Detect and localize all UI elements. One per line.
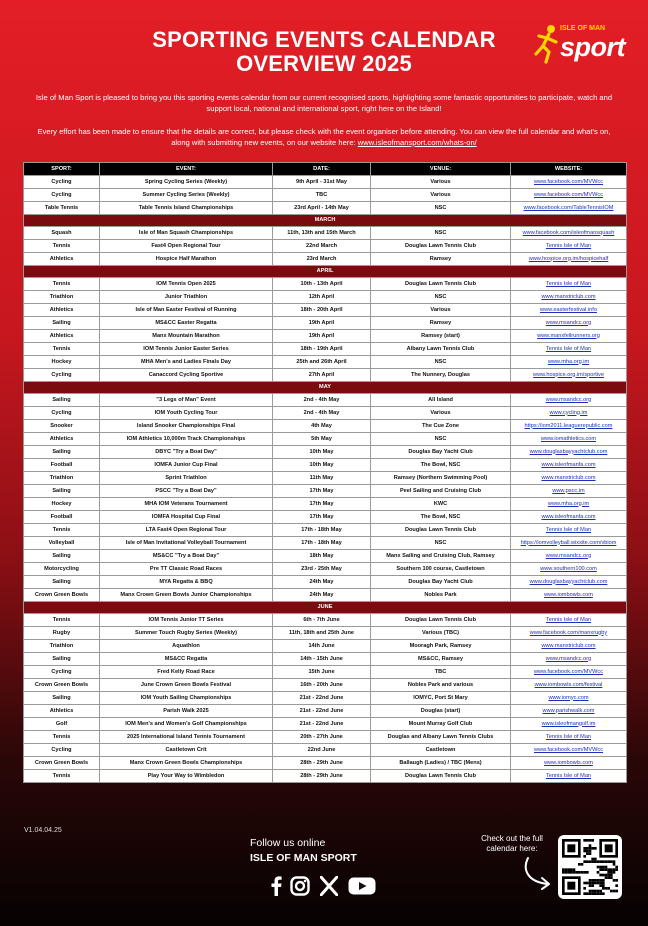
date-cell: 17th May bbox=[273, 498, 371, 511]
event-cell: PSCC "Try a Boat Day" bbox=[100, 485, 273, 498]
sport-cell: Crown Green Bowls bbox=[24, 679, 100, 692]
venue-cell: Peel Sailing and Cruising Club bbox=[371, 485, 511, 498]
event-cell: Isle of Man Squash Championships bbox=[100, 227, 273, 240]
venue-cell: Various bbox=[371, 304, 511, 317]
logo-word: sport bbox=[560, 32, 625, 62]
website-cell[interactable]: www.iombowls.com bbox=[511, 757, 627, 770]
website-cell[interactable]: www.hospice.org.im/sportive bbox=[511, 369, 627, 382]
website-cell[interactable]: www.msandcc.org bbox=[511, 394, 627, 407]
month-label: JUNE bbox=[24, 602, 627, 614]
venue-cell: Douglas Lawn Tennis Club bbox=[371, 278, 511, 291]
isle-of-man-sport-logo[interactable] bbox=[534, 22, 634, 70]
intro-text: Every effort has been made to ensure that the details are correct, but please check with the event organiser before attending. You can view the full calendar and what's on, along with submitting new events, on our website here: bbox=[37, 127, 611, 147]
date-cell: 12th April bbox=[273, 291, 371, 304]
event-cell: MYA Regatta & BBQ bbox=[100, 576, 273, 589]
youtube-icon[interactable] bbox=[348, 876, 376, 896]
event-cell: DBYC "Try a Boat Day" bbox=[100, 446, 273, 459]
table-row bbox=[24, 679, 627, 692]
sport-cell: Cycling bbox=[24, 666, 100, 679]
events-table bbox=[23, 162, 627, 783]
table-row bbox=[24, 485, 627, 498]
table-row bbox=[24, 731, 627, 744]
table-row bbox=[24, 420, 627, 433]
event-cell: Play Your Way to Wimbledon bbox=[100, 770, 273, 783]
table-row bbox=[24, 614, 627, 627]
event-cell: MS&CC "Try a Boat Day" bbox=[100, 550, 273, 563]
table-row bbox=[24, 589, 627, 602]
venue-cell: Douglas Bay Yacht Club bbox=[371, 446, 511, 459]
website-cell[interactable]: www.mha.org.im bbox=[511, 498, 627, 511]
venue-cell: Douglas Lawn Tennis Club bbox=[371, 524, 511, 537]
event-cell: Isle of Man Invitational Volleyball Tournament bbox=[100, 537, 273, 550]
website-cell[interactable]: www.manxfellrunners.org bbox=[511, 330, 627, 343]
website-cell[interactable]: www.msandcc.org bbox=[511, 317, 627, 330]
website-cell[interactable]: www.isleofmangolf.im bbox=[511, 718, 627, 731]
sport-cell: Hockey bbox=[24, 356, 100, 369]
date-cell: 10th - 13th April bbox=[273, 278, 371, 291]
date-cell: 14th June bbox=[273, 640, 371, 653]
website-cell[interactable]: Tennis Isle of Man bbox=[511, 614, 627, 627]
venue-cell: Mooragh Park, Ramsey bbox=[371, 640, 511, 653]
follow-brand: ISLE OF MAN SPORT bbox=[250, 852, 357, 864]
venue-cell: The Nunnery, Douglas bbox=[371, 369, 511, 382]
sport-cell: Cycling bbox=[24, 407, 100, 420]
venue-cell: NSC bbox=[371, 202, 511, 215]
title-line-2: OVERVIEW 2025 bbox=[236, 51, 412, 76]
table-row bbox=[24, 433, 627, 446]
venue-cell: NSC bbox=[371, 227, 511, 240]
website-cell[interactable]: www.iomathletics.com bbox=[511, 433, 627, 446]
sport-cell: Tennis bbox=[24, 731, 100, 744]
date-cell: 14th - 15th June bbox=[273, 653, 371, 666]
website-cell[interactable]: https://iomvolleyball.wixsite.com/vbiom bbox=[511, 537, 627, 550]
event-cell: Manx Crown Green Bowls Championships bbox=[100, 757, 273, 770]
table-row bbox=[24, 240, 627, 253]
date-cell: 11th, 18th and 25th June bbox=[273, 627, 371, 640]
date-cell: 10th May bbox=[273, 446, 371, 459]
whats-on-link[interactable]: www.isleofmansport.com/whats-on/ bbox=[357, 138, 477, 147]
month-label: MAY bbox=[24, 382, 627, 394]
venue-cell: NSC bbox=[371, 356, 511, 369]
sport-cell: Triathlon bbox=[24, 291, 100, 304]
website-cell[interactable]: www.cycling.im bbox=[511, 407, 627, 420]
sport-cell: Sailing bbox=[24, 692, 100, 705]
title-line-1: SPORTING EVENTS CALENDAR bbox=[152, 27, 496, 52]
date-cell: 23rd March bbox=[273, 253, 371, 266]
website-cell[interactable]: Tennis Isle of Man bbox=[511, 240, 627, 253]
date-cell: 23rd - 25th May bbox=[273, 563, 371, 576]
sport-cell: Cycling bbox=[24, 369, 100, 382]
date-cell: 16th - 20th June bbox=[273, 679, 371, 692]
website-cell[interactable]: Tennis Isle of Man bbox=[511, 770, 627, 783]
venue-cell: KWC bbox=[371, 498, 511, 511]
sport-cell: Crown Green Bowls bbox=[24, 589, 100, 602]
event-cell: Fred Kelly Road Race bbox=[100, 666, 273, 679]
follow-block bbox=[250, 836, 400, 866]
event-cell: Spring Cycling Series (Weekly) bbox=[100, 176, 273, 189]
sport-cell: Tennis bbox=[24, 614, 100, 627]
website-cell[interactable]: www.iomyc.com bbox=[511, 692, 627, 705]
sport-cell: Hockey bbox=[24, 498, 100, 511]
qr-code-graphic bbox=[562, 839, 618, 895]
header-date: DATE: bbox=[273, 163, 371, 176]
sport-cell: Tennis bbox=[24, 524, 100, 537]
date-cell: 21st - 22nd June bbox=[273, 705, 371, 718]
sport-cell: Sailing bbox=[24, 317, 100, 330]
sport-cell: Athletics bbox=[24, 433, 100, 446]
venue-cell: Nobles Park bbox=[371, 589, 511, 602]
venue-cell: Various bbox=[371, 176, 511, 189]
table-row bbox=[24, 394, 627, 407]
table-row bbox=[24, 317, 627, 330]
date-cell: 21st - 22nd June bbox=[273, 718, 371, 731]
date-cell: 28th - 29th June bbox=[273, 757, 371, 770]
sport-cell: Cycling bbox=[24, 189, 100, 202]
venue-cell: NSC bbox=[371, 291, 511, 304]
x-icon[interactable] bbox=[320, 876, 338, 896]
venue-cell: Douglas and Albany Lawn Tennis Clubs bbox=[371, 731, 511, 744]
sport-cell: Football bbox=[24, 511, 100, 524]
sport-cell: Snooker bbox=[24, 420, 100, 433]
date-cell: 17th May bbox=[273, 485, 371, 498]
date-cell: 17th - 18th May bbox=[273, 537, 371, 550]
date-cell: 11th, 13th and 15th March bbox=[273, 227, 371, 240]
table-row bbox=[24, 511, 627, 524]
website-cell[interactable]: www.iombowls.com bbox=[511, 589, 627, 602]
date-cell: 18th May bbox=[273, 550, 371, 563]
venue-cell: The Cue Zone bbox=[371, 420, 511, 433]
venue-cell: Douglas (start) bbox=[371, 705, 511, 718]
venue-cell: IOMYC, Port St Mary bbox=[371, 692, 511, 705]
website-cell[interactable]: www.pscc.im bbox=[511, 485, 627, 498]
month-row bbox=[24, 602, 627, 614]
sport-cell: Sailing bbox=[24, 550, 100, 563]
event-cell: Junior Triathlon bbox=[100, 291, 273, 304]
website-cell[interactable]: www.facebook.com/MVWcc bbox=[511, 666, 627, 679]
event-cell: IOMFA Junior Cup Final bbox=[100, 459, 273, 472]
venue-cell: Ramsey bbox=[371, 317, 511, 330]
date-cell: 23rd April - 14th May bbox=[273, 202, 371, 215]
sport-cell: Athletics bbox=[24, 304, 100, 317]
event-cell: Hospice Half Marathon bbox=[100, 253, 273, 266]
website-cell[interactable]: https://iom2011.leaguerepublic.com bbox=[511, 420, 627, 433]
date-cell: 15th June bbox=[273, 666, 371, 679]
website-cell[interactable]: www.southern100.com bbox=[511, 563, 627, 576]
website-cell[interactable]: www.manxtriclub.com bbox=[511, 472, 627, 485]
date-cell: 11th May bbox=[273, 472, 371, 485]
venue-cell: Ramsey (Northern Swimming Pool) bbox=[371, 472, 511, 485]
sport-cell: Golf bbox=[24, 718, 100, 731]
header-sport: SPORT: bbox=[24, 163, 100, 176]
sport-cell: Sailing bbox=[24, 576, 100, 589]
event-cell: Summer Touch Rugby Series (Weekly) bbox=[100, 627, 273, 640]
date-cell: 25th and 26th April bbox=[273, 356, 371, 369]
event-cell: Aquathlon bbox=[100, 640, 273, 653]
venue-cell: Ballaugh (Ladies) / TBC (Mens) bbox=[371, 757, 511, 770]
table-row bbox=[24, 459, 627, 472]
date-cell: 10th May bbox=[273, 459, 371, 472]
event-cell: MHA Men's and Ladies Finals Day bbox=[100, 356, 273, 369]
table-row bbox=[24, 330, 627, 343]
table-row bbox=[24, 576, 627, 589]
table-row bbox=[24, 757, 627, 770]
website-cell[interactable]: www.manxtriclub.com bbox=[511, 291, 627, 304]
event-cell: Isle of Man Easter Festival of Running bbox=[100, 304, 273, 317]
table-row bbox=[24, 343, 627, 356]
table-row bbox=[24, 202, 627, 215]
table-row bbox=[24, 653, 627, 666]
sport-cell: Cycling bbox=[24, 176, 100, 189]
table-row bbox=[24, 304, 627, 317]
table-row bbox=[24, 640, 627, 653]
website-cell[interactable]: www.facebook.com/MVWcc bbox=[511, 189, 627, 202]
sport-cell: Athletics bbox=[24, 330, 100, 343]
website-cell[interactable]: www.facebook.com/manxrugby bbox=[511, 627, 627, 640]
sport-cell: Tennis bbox=[24, 240, 100, 253]
sport-cell: Triathlon bbox=[24, 472, 100, 485]
website-cell[interactable]: www.facebook.com/isleofmansquash bbox=[511, 227, 627, 240]
logo-tag: ISLE OF MAN bbox=[560, 25, 606, 32]
venue-cell: Manx Sailing and Cruising Club, Ramsey bbox=[371, 550, 511, 563]
venue-cell: Southern 100 course, Castletown bbox=[371, 563, 511, 576]
event-cell: 2025 International Island Tennis Tournament bbox=[100, 731, 273, 744]
venue-cell: NSC bbox=[371, 433, 511, 446]
sport-cell: Motorcycling bbox=[24, 563, 100, 576]
version-label: V1.04.04.25 bbox=[24, 827, 62, 834]
table-row bbox=[24, 278, 627, 291]
table-row bbox=[24, 407, 627, 420]
header-event: EVENT: bbox=[100, 163, 273, 176]
event-cell: MHA IOM Veterans Tournament bbox=[100, 498, 273, 511]
social-icons bbox=[268, 876, 388, 896]
event-cell: LTA Fast4 Open Regional Tour bbox=[100, 524, 273, 537]
venue-cell: NSC bbox=[371, 537, 511, 550]
table-row bbox=[24, 744, 627, 757]
event-cell: Sprint Triathlon bbox=[100, 472, 273, 485]
date-cell: 18th - 20th April bbox=[273, 304, 371, 317]
venue-cell: Various bbox=[371, 189, 511, 202]
sport-cell: Crown Green Bowls bbox=[24, 757, 100, 770]
sport-cell: Squash bbox=[24, 227, 100, 240]
venue-cell: TBC bbox=[371, 666, 511, 679]
sport-cell: Cycling bbox=[24, 744, 100, 757]
event-cell: June Crown Green Bowls Festival bbox=[100, 679, 273, 692]
venue-cell: Albany Lawn Tennis Club bbox=[371, 343, 511, 356]
table-row bbox=[24, 291, 627, 304]
intro-paragraph-1: Isle of Man Sport is pleased to bring you this sporting events calendar from our current recognised sports, highlighting some fantastic opportunities to participate, watch and support local, national and international sport, right here on the Island! bbox=[35, 93, 613, 113]
table-row bbox=[24, 550, 627, 563]
calendar-cta: Check out the full calendar here: bbox=[481, 834, 543, 853]
event-cell: MS&CC Easter Regatta bbox=[100, 317, 273, 330]
website-cell[interactable]: www.facebook.com/MVWcc bbox=[511, 744, 627, 757]
website-cell[interactable]: www.msandcc.org bbox=[511, 653, 627, 666]
event-cell: IOM Youth Cycling Tour bbox=[100, 407, 273, 420]
table-row bbox=[24, 498, 627, 511]
date-cell: 22nd June bbox=[273, 744, 371, 757]
venue-cell: Douglas Lawn Tennis Club bbox=[371, 770, 511, 783]
website-cell[interactable]: Tennis Isle of Man bbox=[511, 731, 627, 744]
venue-cell: Douglas Lawn Tennis Club bbox=[371, 240, 511, 253]
sport-cell: Volleyball bbox=[24, 537, 100, 550]
sport-cell: Sailing bbox=[24, 485, 100, 498]
event-cell: Manx Mountain Marathon bbox=[100, 330, 273, 343]
table-row bbox=[24, 472, 627, 485]
event-cell: IOM Tennis Open 2025 bbox=[100, 278, 273, 291]
event-cell: Table Tennis Island Championships bbox=[100, 202, 273, 215]
date-cell: 17th May bbox=[273, 511, 371, 524]
runner-icon bbox=[534, 24, 560, 64]
table-row bbox=[24, 666, 627, 679]
event-cell: IOM Tennis Junior TT Series bbox=[100, 614, 273, 627]
table-row bbox=[24, 627, 627, 640]
qr-code[interactable] bbox=[558, 835, 622, 899]
table-row bbox=[24, 524, 627, 537]
table-row bbox=[24, 718, 627, 731]
venue-cell: Nobles Park and various bbox=[371, 679, 511, 692]
month-label: APRIL bbox=[24, 266, 627, 278]
table-row bbox=[24, 369, 627, 382]
website-cell[interactable]: www.douglasbayyachtclub.com bbox=[511, 446, 627, 459]
sport-cell: Football bbox=[24, 459, 100, 472]
month-label: MARCH bbox=[24, 215, 627, 227]
website-cell[interactable]: www.iombowls.com/festival bbox=[511, 679, 627, 692]
sport-cell: Athletics bbox=[24, 705, 100, 718]
date-cell: 18th - 19th April bbox=[273, 343, 371, 356]
date-cell: 4th May bbox=[273, 420, 371, 433]
event-cell: "3 Legs of Man" Event bbox=[100, 394, 273, 407]
website-cell[interactable]: www.facebook.com/TableTennisIOM bbox=[511, 202, 627, 215]
table-row bbox=[24, 446, 627, 459]
sport-cell: Tennis bbox=[24, 770, 100, 783]
event-cell: Canaccord Cycling Sportive bbox=[100, 369, 273, 382]
table-row bbox=[24, 770, 627, 783]
date-cell: 17th - 18th May bbox=[273, 524, 371, 537]
event-cell: IOM Men's and Women's Golf Championships bbox=[100, 718, 273, 731]
venue-cell: Various bbox=[371, 407, 511, 420]
date-cell: 20th - 27th June bbox=[273, 731, 371, 744]
event-cell: IOMFA Hospital Cup Final bbox=[100, 511, 273, 524]
date-cell: 22nd March bbox=[273, 240, 371, 253]
date-cell: 2nd - 4th May bbox=[273, 394, 371, 407]
follow-text: Follow us online bbox=[250, 837, 326, 849]
website-cell[interactable]: www.msandcc.org bbox=[511, 550, 627, 563]
venue-cell: The Bowl, NSC bbox=[371, 511, 511, 524]
month-row bbox=[24, 266, 627, 278]
date-cell: 9th April - 31st May bbox=[273, 176, 371, 189]
facebook-icon[interactable] bbox=[270, 876, 282, 896]
table-header-row bbox=[24, 163, 627, 176]
event-cell: Pre TT Classic Road Races bbox=[100, 563, 273, 576]
date-cell: 24th May bbox=[273, 589, 371, 602]
month-row bbox=[24, 382, 627, 394]
website-cell[interactable]: Tennis Isle of Man bbox=[511, 278, 627, 291]
table-row bbox=[24, 227, 627, 240]
website-cell[interactable]: www.easterfestival.info bbox=[511, 304, 627, 317]
date-cell: 2nd - 4th May bbox=[273, 407, 371, 420]
date-cell: 27th April bbox=[273, 369, 371, 382]
website-cell[interactable]: Tennis Isle of Man bbox=[511, 343, 627, 356]
event-cell: Fast4 Open Regional Tour bbox=[100, 240, 273, 253]
venue-cell: All Island bbox=[371, 394, 511, 407]
website-cell[interactable]: www.facebook.com/MVWcc bbox=[511, 176, 627, 189]
date-cell: 21st - 22nd June bbox=[273, 692, 371, 705]
venue-cell: Various (TBC) bbox=[371, 627, 511, 640]
header-venue: VENUE: bbox=[371, 163, 511, 176]
intro-paragraph-2 bbox=[30, 126, 618, 148]
table-row bbox=[24, 537, 627, 550]
sport-cell: Triathlon bbox=[24, 640, 100, 653]
website-cell[interactable]: www.isleofmanfa.com bbox=[511, 511, 627, 524]
website-cell[interactable]: www.douglasbayyachtclub.com bbox=[511, 576, 627, 589]
date-cell: 6th - 7th June bbox=[273, 614, 371, 627]
table-row bbox=[24, 705, 627, 718]
sport-cell: Table Tennis bbox=[24, 202, 100, 215]
venue-cell: Douglas Bay Yacht Club bbox=[371, 576, 511, 589]
table-row bbox=[24, 189, 627, 202]
instagram-icon[interactable] bbox=[290, 876, 310, 896]
date-cell: 5th May bbox=[273, 433, 371, 446]
event-cell: Island Snooker Championships Final bbox=[100, 420, 273, 433]
website-cell[interactable]: www.manxtriclub.com bbox=[511, 640, 627, 653]
sport-cell: Rugby bbox=[24, 627, 100, 640]
sport-cell: Sailing bbox=[24, 653, 100, 666]
table-row bbox=[24, 253, 627, 266]
website-cell[interactable]: Tennis Isle of Man bbox=[511, 524, 627, 537]
event-cell: Parish Walk 2025 bbox=[100, 705, 273, 718]
table-row bbox=[24, 563, 627, 576]
sport-cell: Sailing bbox=[24, 394, 100, 407]
event-cell: Summer Cycling Series (Weekly) bbox=[100, 189, 273, 202]
sport-cell: Tennis bbox=[24, 278, 100, 291]
sport-cell: Athletics bbox=[24, 253, 100, 266]
table-row bbox=[24, 356, 627, 369]
venue-cell: MS&CC, Ramsey bbox=[371, 653, 511, 666]
venue-cell: Ramsey bbox=[371, 253, 511, 266]
table-row bbox=[24, 176, 627, 189]
date-cell: 19th April bbox=[273, 330, 371, 343]
date-cell: TBC bbox=[273, 189, 371, 202]
venue-cell: Ramsey (start) bbox=[371, 330, 511, 343]
event-cell: MS&CC Regatta bbox=[100, 653, 273, 666]
date-cell: 19th April bbox=[273, 317, 371, 330]
website-cell[interactable]: www.parishwalk.com bbox=[511, 705, 627, 718]
event-cell: IOM Tennis Junior Easter Series bbox=[100, 343, 273, 356]
event-cell: IOM Youth Sailing Championships bbox=[100, 692, 273, 705]
sport-cell: Sailing bbox=[24, 446, 100, 459]
website-cell[interactable]: www.hospice.org.im/hospicehalf bbox=[511, 253, 627, 266]
website-cell[interactable]: www.mha.org.im bbox=[511, 356, 627, 369]
date-cell: 24th May bbox=[273, 576, 371, 589]
table-row bbox=[24, 692, 627, 705]
event-cell: IOM Athletics 10,000m Track Championships bbox=[100, 433, 273, 446]
month-row bbox=[24, 215, 627, 227]
event-cell: Manx Crown Green Bowls Junior Championships bbox=[100, 589, 273, 602]
header-website: WEBSITE: bbox=[511, 163, 627, 176]
venue-cell: Castletown bbox=[371, 744, 511, 757]
curved-arrow-icon bbox=[522, 856, 552, 890]
venue-cell: Mount Murray Golf Club bbox=[371, 718, 511, 731]
venue-cell: Douglas Lawn Tennis Club bbox=[371, 614, 511, 627]
venue-cell: The Bowl, NSC bbox=[371, 459, 511, 472]
date-cell: 28th - 29th June bbox=[273, 770, 371, 783]
event-cell: Castletown Crit bbox=[100, 744, 273, 757]
sport-cell: Tennis bbox=[24, 343, 100, 356]
website-cell[interactable]: www.isleofmanfa.com bbox=[511, 459, 627, 472]
